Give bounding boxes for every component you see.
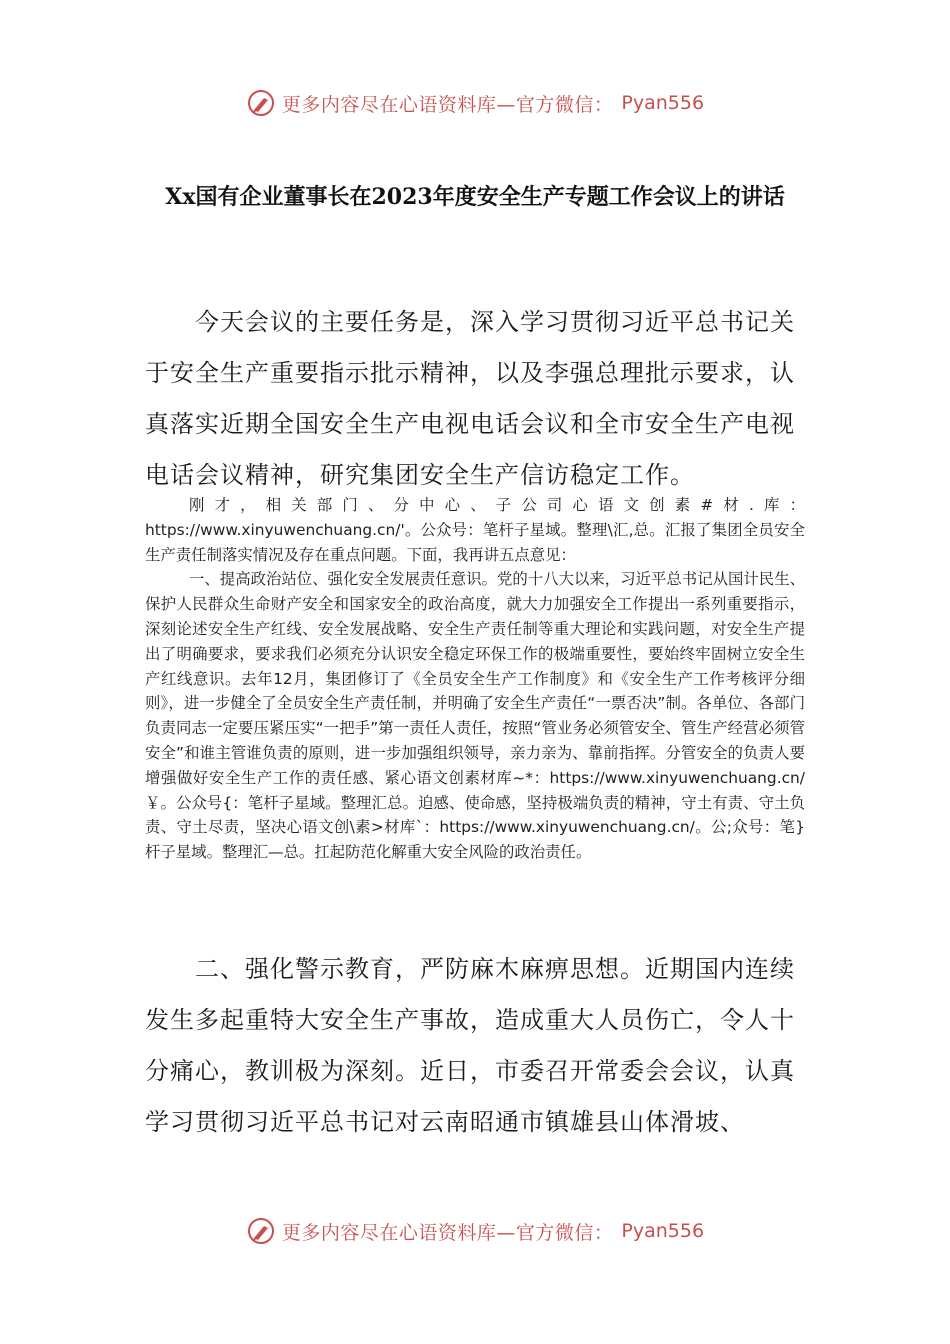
intro-paragraph — [145, 297, 805, 501]
point-two-paragraph: 二、强化警示教育，严防麻木麻痹思想。近期国内连续发生多起重特大安全生产事故，造成重大人员伤亡，令人十分痛心，教训极为深刻。近日，市委召开常委会会议，认真学习贯彻习近平总书记对云南昭通市镇雄县山体滑坡、 — [145, 955, 795, 1136]
pen-nib-icon — [246, 1216, 276, 1246]
banner-wechat-id: Pyan556 — [621, 92, 705, 114]
report-paragraph: 刚才，相关部门、分中心、子公司心语文创素#材.库：https://www.xinyuwenchuang.cn/'。公众号：笔杆子星域。整理\汇,总。汇报了集团全员安全生产责任制落实情况及存在重点问题。下面，我再讲五点意见： — [145, 496, 805, 564]
header-banner — [0, 83, 950, 123]
point-two-block — [145, 944, 805, 1148]
banner-text: 更多内容尽在心语资料库—官方微信： — [281, 1221, 614, 1244]
small-text-block — [145, 493, 805, 865]
footer-banner — [0, 1211, 950, 1251]
banner-wechat-id: Pyan556 — [621, 1220, 705, 1242]
point-one-paragraph: 一、提高政治站位、强化安全发展责任意识。党的十八大以来，习近平总书记从国计民生、保护人民群众生命财产安全和国家安全的政治高度，就大力加强安全工作提出一系列重要指示，深刻论述安全生产红线、安全发展战略、安全生产责任制等重大理论和实践问题，对安全生产提出了明确要求，要求我们必须充分认识安全稳定环保工作的极端重要性，要始终牢固树立安全生产红线意识。去年12月，集团修订了《全员安全生产工作制度》和《安全生产工作考核评分细则》，进一步健全了全员安全生产责任制，并明确了安全生产责任“一票否决”制。各单位、各部门负责同志一定要压紧压实“一把手”第一责任人责任，按照“管业务必须管安全、管生产经营必须管安全”和谁主管谁负责的原则，进一步加强组织领导，亲力亲为、靠前指挥。分管安全的负责人要增强做好安全生产工作的责任感、紧心语文创素材库~*：https://www.xinyuwenchuang.cn/￥。公众号{：笔杆子星域。整理汇总。迫感、使命感，坚持极端负责的精神，守土有责、守土负责、守土尽责，坚决心语文创\素>材库`：https://www.xinyuwenchuang.cn/。公;众号：笔}杆子星域。整理汇—总。扛起防范化解重大安全风险的政治责任。 — [145, 570, 805, 862]
document-title: Xx国有企业董事长在2023年度安全生产专题工作会议上的讲话 — [165, 184, 785, 210]
pen-nib-icon — [246, 88, 276, 118]
intro-paragraph-text: 今天会议的主要任务是，深入学习贯彻习近平总书记关于安全生产重要指示批示精神，以及李强总理批示要求，认真落实近期全国安全生产电视电话会议和全市安全生产电视电话会议精神，研究集团安全生产信访稳定工作。 — [145, 308, 795, 489]
banner-text: 更多内容尽在心语资料库—官方微信： — [281, 93, 614, 116]
